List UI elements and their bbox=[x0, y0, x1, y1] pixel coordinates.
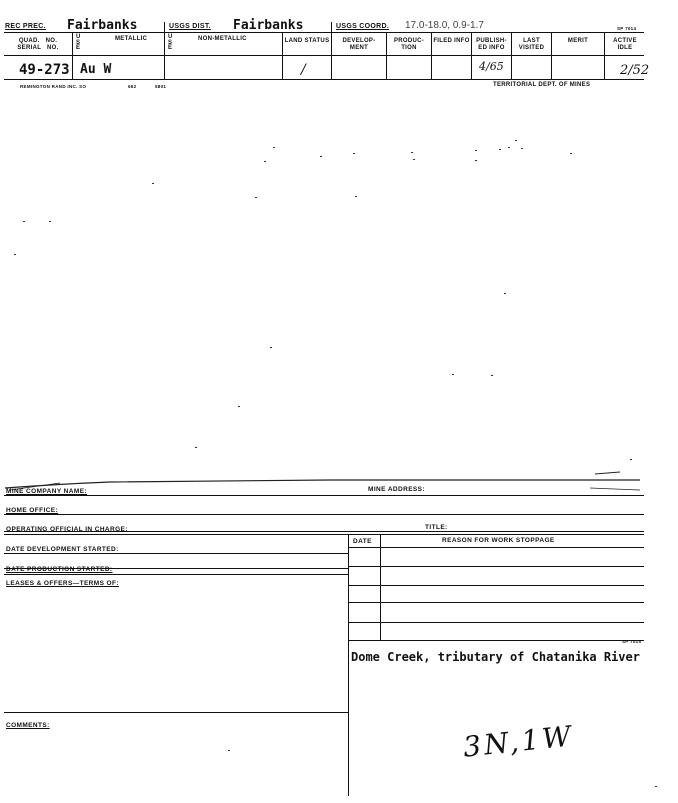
printer-imprint: REMINGTON RAND INC. SO bbox=[20, 84, 87, 89]
separator bbox=[164, 32, 165, 79]
speck bbox=[320, 156, 322, 157]
speck bbox=[255, 197, 257, 198]
speck bbox=[264, 161, 266, 162]
rule bbox=[348, 622, 644, 623]
rule bbox=[4, 514, 644, 515]
usgs-coord-value: 17.0-18.0, 0.9-1.7 bbox=[405, 20, 484, 31]
handwritten-township-note: 3N,1W bbox=[461, 719, 576, 764]
speck bbox=[270, 347, 272, 348]
rule bbox=[4, 553, 348, 554]
col-published-info: PUBLISH- ED INFO bbox=[476, 38, 507, 51]
rule bbox=[348, 585, 644, 586]
form-number-bottom: SP 7015 bbox=[622, 639, 642, 644]
col-active-idle: ACTIVE IDLE bbox=[613, 38, 637, 51]
operating-official-label: OPERATING OFFICIAL IN CHARGE: bbox=[6, 526, 128, 533]
speck bbox=[49, 221, 51, 222]
rule bbox=[348, 640, 644, 641]
published-info-value: 4/65 bbox=[479, 60, 504, 73]
department-imprint: TERRITORIAL DEPT. OF MINES bbox=[493, 82, 591, 88]
separator bbox=[380, 534, 381, 640]
separator bbox=[331, 32, 332, 79]
rule bbox=[4, 574, 348, 575]
speck bbox=[475, 150, 477, 151]
separator bbox=[431, 32, 432, 79]
usgs-dist-value: Fairbanks bbox=[233, 18, 304, 33]
speck bbox=[655, 786, 657, 787]
separator bbox=[282, 32, 283, 79]
active-idle-value: 2/52 bbox=[620, 63, 650, 78]
speck bbox=[491, 375, 493, 376]
separator bbox=[604, 32, 605, 79]
usgs-coord-label: USGS COORD. bbox=[336, 23, 390, 30]
rule bbox=[348, 566, 644, 567]
speck bbox=[508, 147, 510, 148]
speck bbox=[273, 147, 275, 148]
rule bbox=[348, 602, 644, 603]
title-label: TITLE: bbox=[425, 524, 448, 531]
usgs-dist-label: USGS DIST. bbox=[169, 23, 211, 30]
speck bbox=[195, 447, 197, 448]
speck bbox=[413, 159, 415, 160]
rule bbox=[4, 495, 644, 496]
top-border-line bbox=[0, 468, 678, 492]
speck bbox=[570, 153, 572, 154]
rec-prec-value: Fairbanks bbox=[67, 18, 138, 33]
col-non-metallic: NON-METALLIC bbox=[198, 36, 247, 42]
rule bbox=[4, 534, 644, 535]
separator bbox=[551, 32, 552, 79]
speck bbox=[238, 406, 240, 407]
metallic-use-label: U S E bbox=[76, 34, 81, 51]
rule bbox=[4, 712, 348, 713]
date-production-label: DATE PRODUCTION STARTED: bbox=[6, 566, 113, 573]
mine-address-label: MINE ADDRESS: bbox=[368, 486, 425, 493]
speck bbox=[452, 374, 454, 375]
separator bbox=[386, 32, 387, 79]
nonmetallic-use-label: U S E bbox=[168, 34, 173, 51]
speck bbox=[353, 153, 355, 154]
separator bbox=[511, 32, 512, 79]
col-merit: MERIT bbox=[567, 38, 589, 44]
separator bbox=[471, 32, 472, 79]
speck bbox=[411, 152, 413, 153]
speck bbox=[152, 183, 154, 184]
date-column-label: DATE bbox=[353, 538, 372, 545]
serial-no-label: SERIAL NO. bbox=[17, 45, 59, 51]
printer-code-2: 5801 bbox=[155, 84, 167, 89]
rule bbox=[4, 79, 644, 80]
col-last-visited: LAST VISITED bbox=[518, 38, 545, 51]
separator bbox=[348, 534, 349, 796]
speck bbox=[228, 750, 230, 751]
rule bbox=[348, 547, 644, 548]
comments-label: COMMENTS: bbox=[6, 722, 50, 729]
form-number-top: SP 7014 bbox=[617, 26, 637, 31]
col-quad-serial bbox=[6, 38, 70, 52]
location-note: Dome Creek, tributary of Chatanika River bbox=[351, 650, 640, 664]
speck bbox=[355, 196, 357, 197]
col-development: DEVELOP- MENT bbox=[342, 38, 376, 51]
col-filed-info: FILED INFO bbox=[433, 38, 470, 44]
land-status-value: / bbox=[301, 62, 306, 78]
speck bbox=[630, 459, 632, 460]
col-production: PRODUC- TION bbox=[393, 38, 425, 51]
speck bbox=[14, 254, 16, 255]
quad-no-label: QUAD. NO. bbox=[18, 38, 58, 44]
rule bbox=[4, 55, 644, 56]
mine-company-name-label: MINE COMPANY NAME: bbox=[6, 488, 87, 495]
date-development-label: DATE DEVELOPMENT STARTED: bbox=[6, 546, 119, 553]
speck bbox=[499, 149, 501, 150]
col-metallic: METALLIC bbox=[115, 36, 148, 42]
speck bbox=[521, 148, 523, 149]
separator bbox=[72, 32, 73, 79]
speck bbox=[23, 221, 25, 222]
metallic-value: Au W bbox=[80, 62, 112, 77]
speck bbox=[475, 160, 477, 161]
rec-prec-label: REC PREC. bbox=[5, 23, 46, 30]
printer-code-1: 662 bbox=[128, 84, 137, 89]
leases-label: LEASES & OFFERS—TERMS OF: bbox=[6, 580, 119, 587]
col-land-status: LAND STATUS bbox=[284, 38, 330, 44]
speck bbox=[515, 140, 517, 141]
reason-column-label: REASON FOR WORK STOPPAGE bbox=[442, 537, 555, 544]
quad-serial-value: 49-273 bbox=[19, 62, 70, 78]
home-office-label: HOME OFFICE: bbox=[6, 507, 59, 514]
speck bbox=[504, 293, 506, 294]
